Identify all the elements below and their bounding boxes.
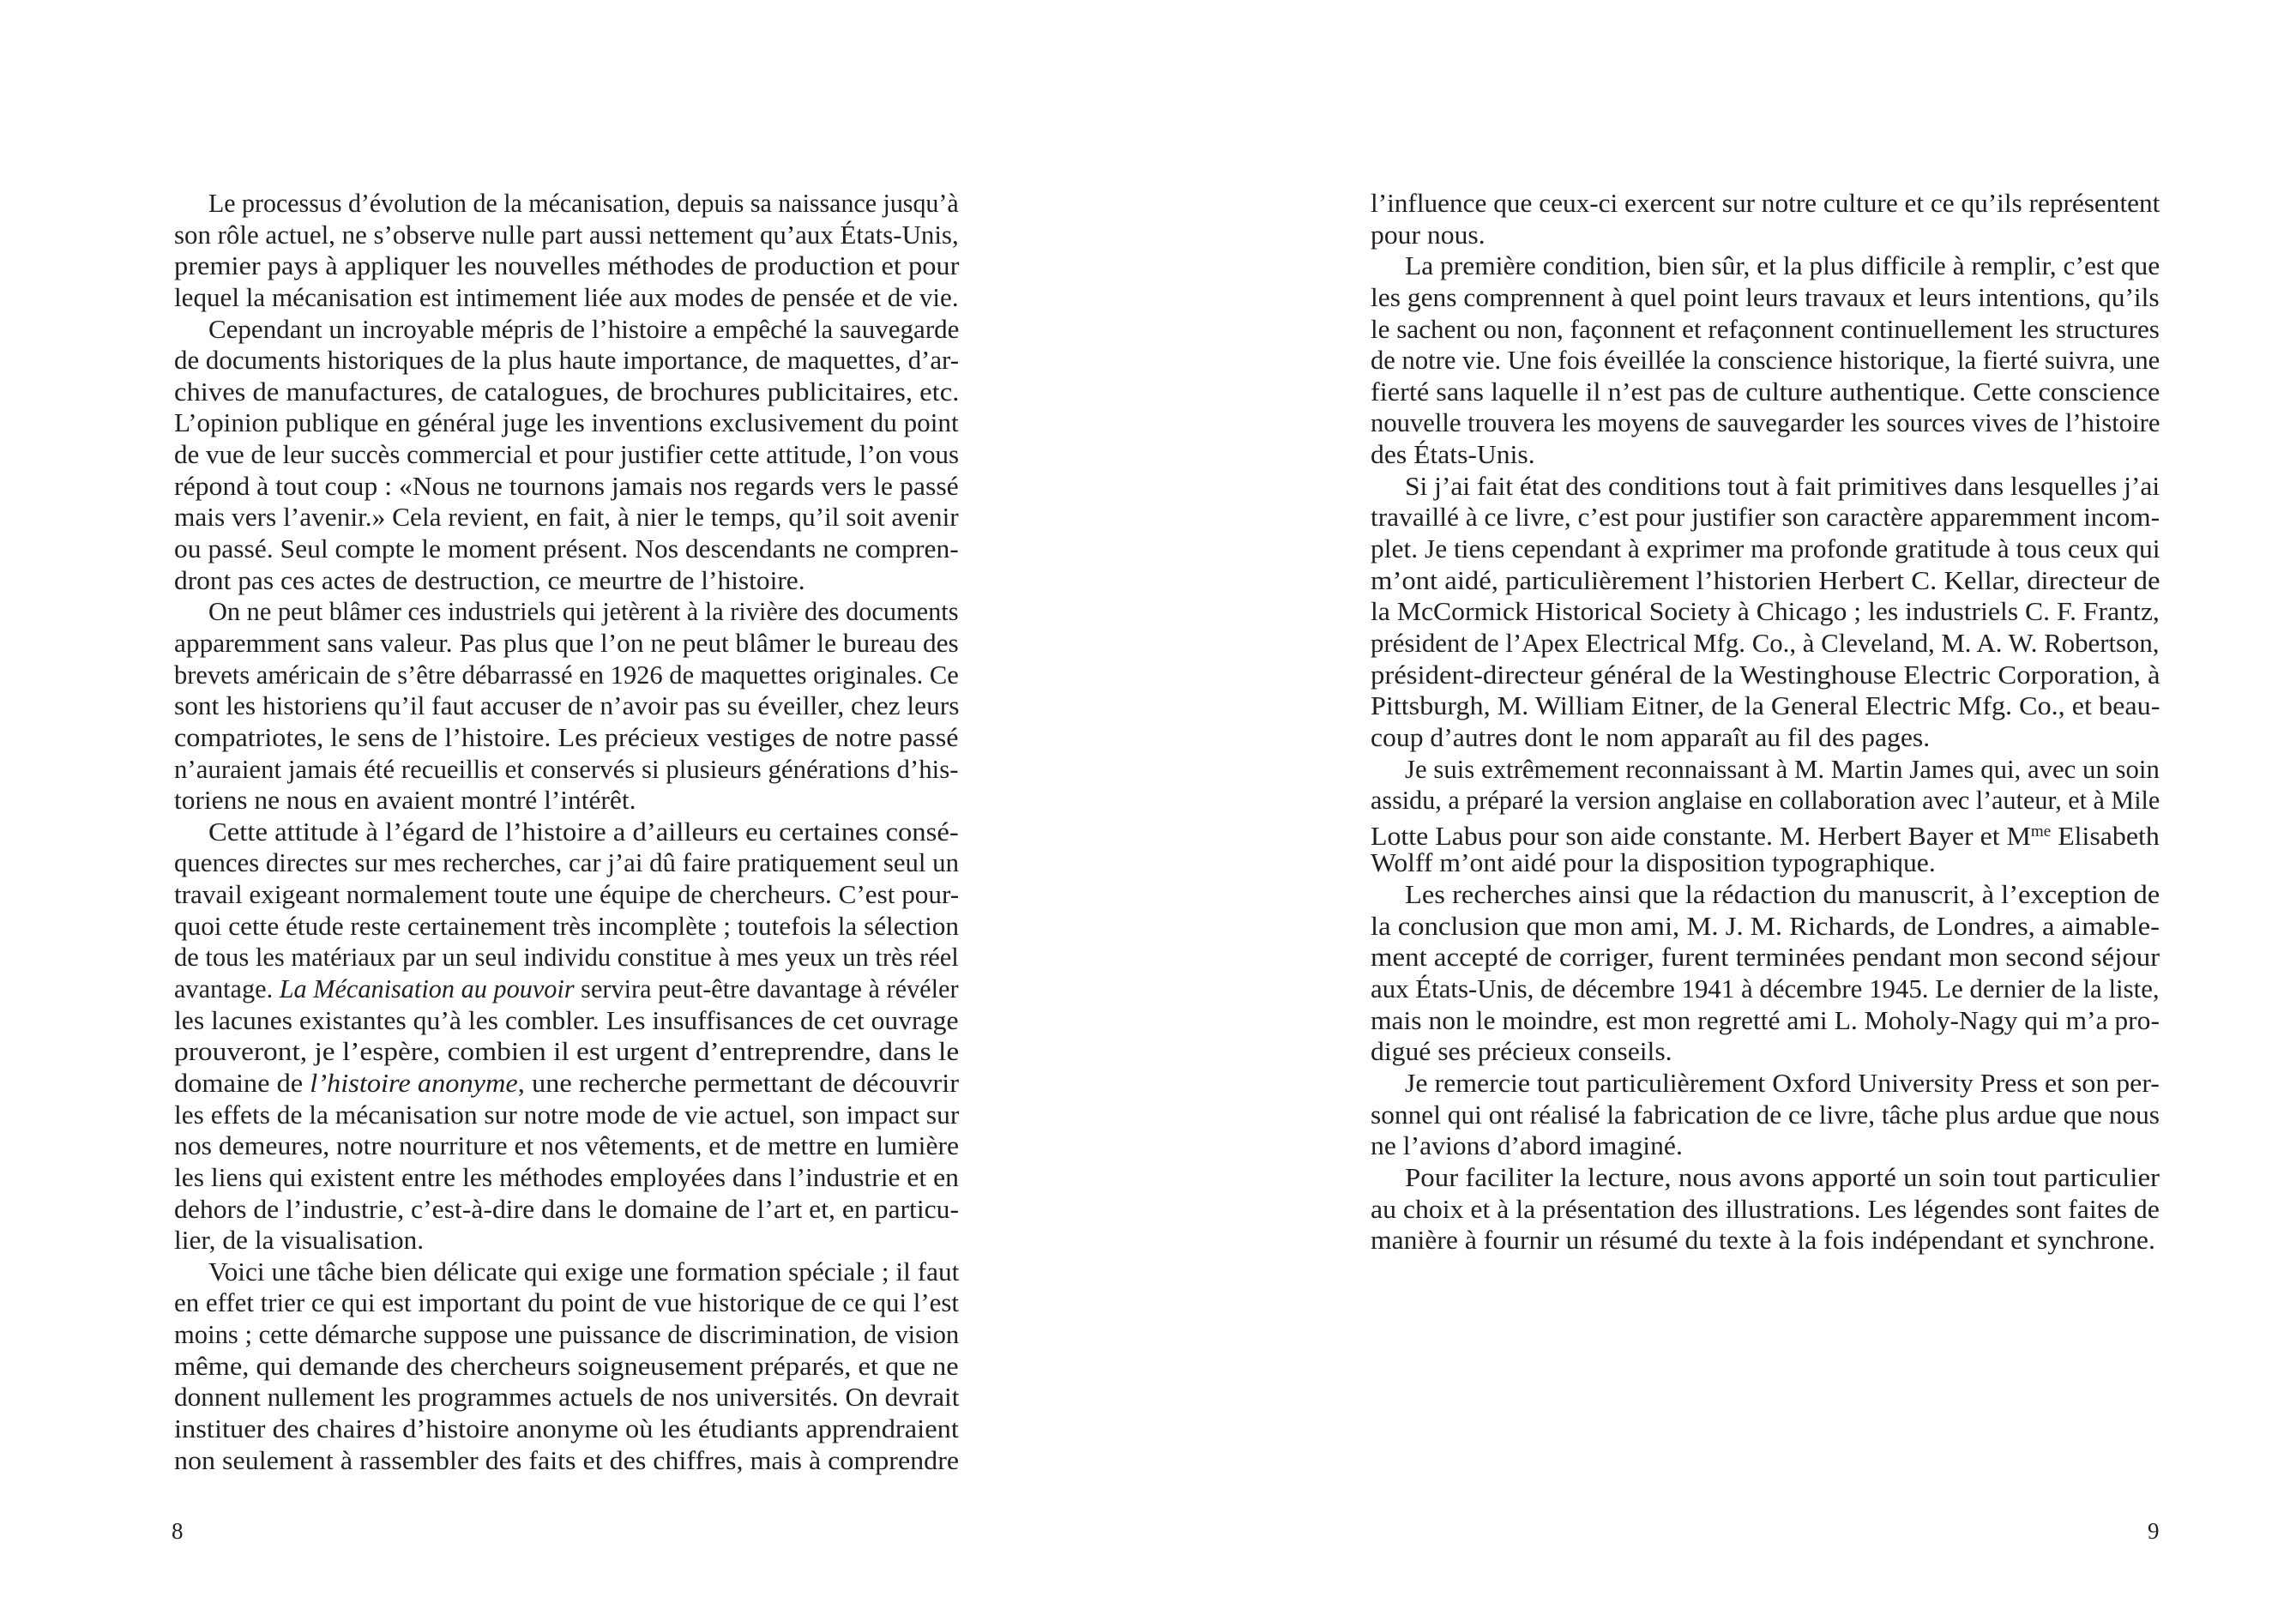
text-line: [1371, 817, 2160, 852]
text-line: les effets de la mécanisation sur notre mode de vie actuel, son impact sur: [174, 1099, 960, 1130]
text-line: [174, 1068, 959, 1100]
paragraph: [1371, 471, 2160, 754]
page-number-left: 8: [172, 1518, 184, 1544]
text-line: président de l’Apex Electrical Mfg. Co., à Cleveland, M. A. W. Robertson,: [1371, 627, 2160, 658]
text-line: Voici une tâche bien délicate qui exige une formation spéciale ; il faut: [208, 1256, 960, 1287]
italic-title: La Mécanisation au pouvoir: [279, 973, 575, 1004]
text-line: aux États-Unis, de décembre 1941 à décembre 1945. Le dernier de la liste,: [1371, 973, 2160, 1004]
text-line: répond à tout coup : «Nous ne tournons jamais nos regards vers le passé: [174, 470, 959, 501]
text-line: donnent nullement les programmes actuels de nos universités. On devrait: [174, 1382, 960, 1413]
text-line: pour nous.: [1371, 219, 1485, 250]
text-line: sont les historiens qu’il faut accuser de n’avoir pas su éveiller, chez leurs: [174, 690, 960, 721]
text-line: des États-Unis.: [1371, 439, 1535, 470]
italic-title: l’histoire anonyme: [310, 1067, 518, 1098]
text-line: même, qui demande des chercheurs soigneusement préparés, et que ne: [174, 1350, 959, 1381]
text-line: Pittsburgh, M. William Eitner, de la General Electric Mfg. Co., et beau-: [1371, 690, 2160, 721]
text-line: n’auraient jamais été recueillis et conservés si plusieurs générations d’his-: [174, 753, 959, 784]
text-line: quences directes sur mes recherches, car j’ai dû faire pratiquement seul un: [174, 847, 959, 878]
paragraph: [174, 314, 959, 597]
text-line: Je suis extrêmement reconnaissant à M. Martin James qui, avec un soin: [1405, 753, 2160, 784]
text-line: fierté sans laquelle il n’est pas de culture authentique. Cette conscience: [1371, 376, 2160, 407]
text-line: Wolff m’ont aidé pour la disposition typographique.: [1371, 847, 1936, 878]
paragraph: [1371, 879, 2160, 1068]
text-line: quoi cette étude reste certainement très incomplète ; toutefois la sélection: [174, 910, 959, 941]
text-line: [174, 973, 959, 1005]
text-line: compatriotes, le sens de l’histoire. Les précieux vestiges de notre passé: [174, 721, 959, 752]
text-line: l’influence que ceux-ci exercent sur notre culture et ce qu’ils représentent: [1371, 188, 2160, 218]
text-line: les lacunes existantes qu’à les combler. Les insuffisances de cet ouvrage: [174, 1004, 959, 1035]
text-line: Si j’ai fait état des conditions tout à fait primitives dans lesquelles j’ai: [1405, 470, 2160, 501]
text-line: travaillé à ce livre, c’est pour justifier son caractère apparemment incom-: [1371, 502, 2160, 533]
text-line: moins ; cette démarche suppose une puissance de discrimination, de vision: [174, 1319, 960, 1350]
text-line: de tous les matériaux par un seul individu constitue à mes yeux un très réel: [174, 942, 959, 973]
text-line: la McCormick Historical Society à Chicago ; les industriels C. F. Frantz,: [1371, 596, 2160, 627]
text-line: ou passé. Seul compte le moment présent. Nos descendants ne compren-: [174, 533, 959, 564]
text-line: les liens qui existent entre les méthodes employées dans l’industrie et en: [174, 1161, 959, 1192]
text-line: Cependant un incroyable mépris de l’histoire a empêché la sauvegarde: [208, 313, 960, 344]
paragraph: [174, 596, 959, 816]
text-line: dehors de l’industrie, c’est-à-dire dans le domaine de l’art et, en particu-: [174, 1193, 960, 1224]
paragraph: [174, 188, 959, 314]
text-segment: servira peut-être davantage à révéler: [574, 973, 959, 1004]
paragraph: [1371, 188, 2160, 250]
text-line: Le processus d’évolution de la mécanisation, depuis sa naissance jusqu’à: [208, 188, 959, 218]
text-line: toriens ne nous en avaient montré l’intérêt.: [174, 785, 636, 816]
text-segment: Elisabeth: [2051, 821, 2160, 852]
text-line: nos demeures, notre nourriture et nos vêtements, et de mettre en lumière: [174, 1130, 960, 1161]
text-line: On ne peut blâmer ces industriels qui jetèrent à la rivière des documents: [208, 596, 959, 627]
text-line: plet. Je tiens cependant à exprimer ma profonde gratitude à tous ceux qui: [1371, 533, 2160, 564]
text-line: apparemment sans valeur. Pas plus que l’on ne peut blâmer le bureau des: [174, 627, 959, 658]
page-number-right: 9: [2148, 1518, 2160, 1544]
text-line: ne l’avions d’abord imaginé.: [1371, 1130, 1683, 1161]
text-line: assidu, a préparé la version anglaise en collaboration avec l’auteur, et à Mile: [1371, 785, 2160, 816]
text-line: prouveront, je l’espère, combien il est urgent d’entreprendre, dans le: [174, 1036, 960, 1067]
text-line: L’opinion publique en général juge les inventions exclusivement du point: [174, 407, 959, 438]
paragraph: [1371, 754, 2160, 880]
right-page-text-column: [1371, 188, 2160, 1256]
text-line: nouvelle trouvera les moyens de sauvegarder les sources vives de l’histoire: [1371, 407, 2160, 438]
text-line: le sachent ou non, façonnent et refaçonnent continuellement les structures: [1371, 313, 2160, 344]
text-line: instituer des chaires d’histoire anonyme où les étudiants apprendraient: [174, 1413, 959, 1443]
paragraph: [174, 817, 959, 1256]
text-line: Je remercie tout particulièrement Oxford University Press et son per-: [1405, 1067, 2160, 1098]
text-segment: Lotte Labus pour son aide constante. M. Herbert Bayer et M: [1371, 821, 2031, 852]
text-line: travail exigeant normalement toute une équipe de chercheurs. C’est pour-: [174, 879, 960, 910]
text-line: mais vers l’avenir.» Cela revient, en fait, à nier le temps, qu’il soit avenir: [174, 502, 959, 533]
text-segment: domaine de: [174, 1067, 310, 1098]
text-line: Cette attitude à l’égard de l’histoire a d’ailleurs eu certaines consé-: [208, 816, 959, 847]
text-line: La première condition, bien sûr, et la plus difficile à remplir, c’est que: [1405, 250, 2160, 281]
text-line: son rôle actuel, ne s’observe nulle part aussi nettement qu’aux États-Unis,: [174, 219, 959, 250]
text-line: dront pas ces actes de destruction, ce meurtre de l’histoire.: [174, 564, 805, 595]
text-line: manière à fournir un résumé du texte à la fois indépendant et synchrone.: [1371, 1225, 2155, 1256]
text-line: de vue de leur succès commercial et pour justifier cette attitude, l’on vous: [174, 439, 960, 470]
text-line: au choix et à la présentation des illustrations. Les légendes sont faites de: [1371, 1193, 2160, 1224]
text-line: la conclusion que mon ami, M. J. M. Richards, de Londres, a aimable-: [1371, 910, 2160, 941]
text-line: Les recherches ainsi que la rédaction du manuscrit, à l’exception de: [1405, 879, 2160, 910]
text-line: coup d’autres dont le nom apparaît au fil des pages.: [1371, 721, 1931, 752]
text-line: sonnel qui ont réalisé la fabrication de ce livre, tâche plus ardue que nous: [1371, 1099, 2160, 1130]
paragraph: [1371, 250, 2160, 470]
text-line: les gens comprennent à quel point leurs travaux et leurs intentions, qu’ils: [1371, 281, 2160, 312]
left-page-text-column: [174, 188, 959, 1476]
text-line: premier pays à appliquer les nouvelles méthodes de production et pour: [174, 250, 960, 281]
paragraph: [1371, 1068, 2160, 1162]
paragraph: [1371, 1162, 2160, 1256]
text-line: ment accepté de corriger, furent terminées pendant mon second séjour: [1371, 942, 2160, 973]
paragraph: [174, 1256, 959, 1476]
text-segment: avantage.: [174, 973, 280, 1004]
text-line: chives de manufactures, de catalogues, de brochures publicitaires, etc.: [174, 376, 960, 407]
text-line: lequel la mécanisation est intimement liée aux modes de pensée et de vie.: [174, 281, 959, 312]
text-line: de documents historiques de la plus haute importance, de maquettes, d’ar-: [174, 345, 960, 376]
text-line: digué ses précieux conseils.: [1371, 1036, 1672, 1067]
text-line: mais non le moindre, est mon regretté ami L. Moholy-Nagy qui m’a pro-: [1371, 1004, 2160, 1035]
text-line: lier, de la visualisation.: [174, 1225, 425, 1256]
text-line: m’ont aidé, particulièrement l’historien Herbert C. Kellar, directeur de: [1371, 564, 2160, 595]
text-line: non seulement à rassembler des faits et des chiffres, mais à comprendre: [174, 1444, 960, 1475]
text-line: président-directeur général de la Westinghouse Electric Corporation, à: [1371, 659, 2160, 690]
text-line: Pour faciliter la lecture, nous avons apporté un soin tout particulier: [1405, 1161, 2160, 1192]
text-line: de notre vie. Une fois éveillée la conscience historique, la fierté suivra, une: [1371, 345, 2160, 376]
text-segment: , une recherche permettant de découvrir: [517, 1067, 959, 1098]
text-line: en effet trier ce qui est important du point de vue historique de ce qui l’est: [174, 1287, 959, 1318]
superscript: me: [2030, 822, 2052, 841]
text-line: brevets américain de s’être débarrassé en 1926 de maquettes originales. Ce: [174, 659, 959, 690]
